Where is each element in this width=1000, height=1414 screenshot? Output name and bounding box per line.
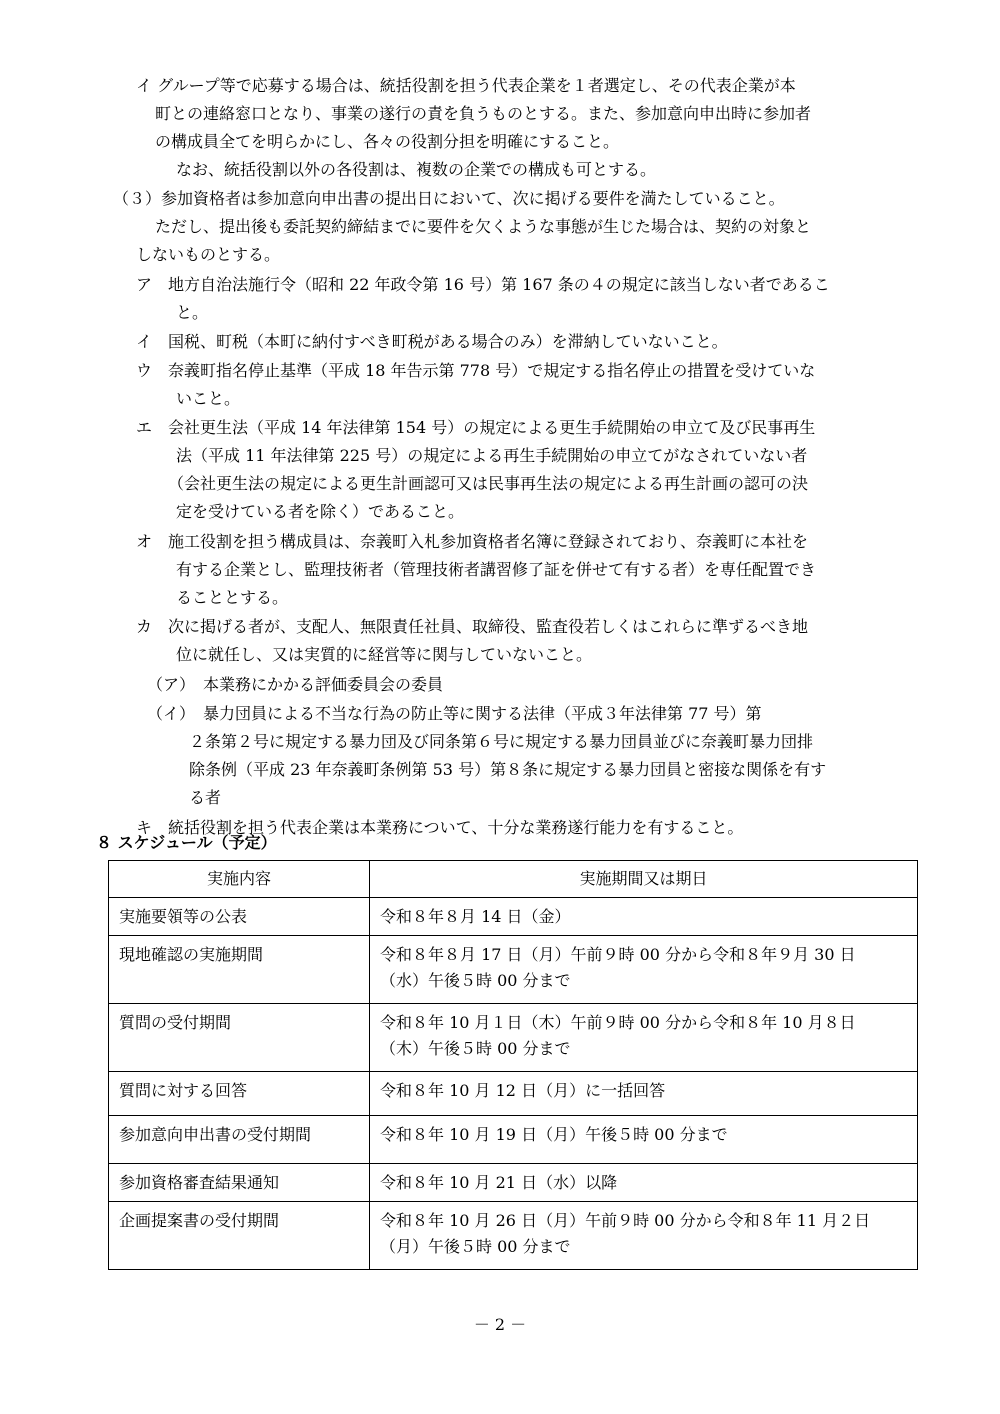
table-cell [370,1116,918,1164]
text-line: （イ） 暴力団員による不当な行為の防止等に関する法律（平成３年法律第 77 号）第 [147,704,762,723]
text-line: ２条第２号に規定する暴力団及び同条第６号に規定する暴力団員並びに奈義町暴力団排 [189,732,814,751]
text-line: ただし、提出後も委託契約締結までに要件を欠くような事態が生じた場合は、契約の対象と [155,217,812,236]
text-line: 有する企業とし、監理技術者（管理技術者講習修了証を併せて有する者）を専任配置でき [176,560,817,579]
text-line: イ グループ等で応募する場合は、統括役割を担う代表企業を１者選定し、その代表企業が本 [136,76,796,95]
text-line: エ 会社更生法（平成 14 年法律第 154 号）の規定による更生手続開始の申立て及び民事再生 [136,418,816,437]
text-line: オ 施工役割を担う構成員は、奈義町入札参加資格者名簿に登録されており、奈義町に本社を [136,532,809,551]
table-cell: 質問に対する回答 [109,1072,370,1116]
text-line: ることとする。 [176,588,289,607]
text-line: ウ 奈義町指名停止基準（平成 18 年告示第 778 号）で規定する指名停止の措置を受けていな [136,361,816,380]
table-cell: 参加資格審査結果通知 [109,1164,370,1202]
table-row [109,1004,918,1072]
table-cell [370,936,918,1004]
text-line: （会社更生法の規定による更生計画認可又は民事再生法の規定による再生計画の認可の決 [168,474,809,493]
text-line: る者 [189,788,222,807]
table-row [109,1116,918,1164]
table-row [109,898,918,936]
table-cell [370,1004,918,1072]
schedule-table [108,860,918,1270]
cell-line: 令和８年 10 月 26 日（月）午前９時 00 分から令和８年 11 月２日 [380,1211,871,1230]
cell-line: （月）午後５時 00 分まで [380,1237,571,1256]
column-header: 実施内容 [109,861,370,898]
table-header-row [109,861,918,898]
table-cell: 参加意向申出書の受付期間 [109,1116,370,1164]
text-line: カ 次に掲げる者が、支配人、無限責任社員、取締役、監査役若しくはこれらに準ずるべき地 [136,617,809,636]
page-number: － 2 － [473,1315,527,1334]
text-line: 法（平成 11 年法律第 225 号）の規定による再生手続開始の申立てがなされていない者 [176,446,808,465]
cell-line: 令和８年 10 月 21 日（水）以降 [380,1173,618,1192]
text-line: 定を受けている者を除く）であること。 [176,502,465,521]
column-header: 実施期間又は期日 [370,861,918,898]
table-cell [370,1202,918,1270]
text-line: しないものとする。 [136,245,281,264]
text-line: キ 統括役割を担う代表企業は本業務について、十分な業務遂行能力を有すること。 [136,818,744,837]
text-line: （３）参加資格者は参加意向申出書の提出日において、次に掲げる要件を満たしていること。 [113,189,785,208]
cell-line: （木）午後５時 00 分まで [380,1039,571,1058]
cell-line: 令和８年 10 月 12 日（月）に一括回答 [380,1081,666,1100]
text-line: イ 国税、町税（本町に納付すべき町税がある場合のみ）を滞納していないこと。 [136,332,728,351]
text-line: 除条例（平成 23 年奈義町条例第 53 号）第８条に規定する暴力団員と密接な関係を有す [189,760,827,779]
table-cell: 質問の受付期間 [109,1004,370,1072]
cell-line: （水）午後５時 00 分まで [380,971,571,990]
text-line: の構成員全てを明らかにし、各々の役割分担を明確にすること。 [155,132,620,151]
cell-line: 令和８年 10 月１日（木）午前９時 00 分から令和８年 10 月８日 [380,1013,856,1032]
table-cell [370,898,918,936]
text-line: と。 [176,303,209,322]
table-cell: 実施要領等の公表 [109,898,370,936]
text-line: （ア） 本業務にかかる評価委員会の委員 [147,675,444,694]
text-line: 町との連絡窓口となり、事業の遂行の責を負うものとする。また、参加意向申出時に参加者 [155,104,812,123]
table-cell: 現地確認の実施期間 [109,936,370,1004]
table-cell [370,1072,918,1116]
cell-line: 令和８年８月 17 日（月）午前９時 00 分から令和８年９月 30 日 [380,945,856,964]
table-row [109,1164,918,1202]
section-heading: ８ スケジュール（予定） [96,833,277,852]
table-row [109,1202,918,1270]
text-line: なお、統括役割以外の各役割は、複数の企業での構成も可とする。 [176,160,657,179]
table-row [109,1072,918,1116]
cell-line: 令和８年８月 14 日（金） [380,907,571,926]
text-line: ア 地方自治法施行令（昭和 22 年政令第 16 号）第 167 条の４の規定に該当しない者であるこ [136,275,830,294]
text-line: 位に就任し、又は実質的に経営等に関与していないこと。 [176,645,593,664]
table-cell: 企画提案書の受付期間 [109,1202,370,1270]
cell-line: 令和８年 10 月 19 日（月）午後５時 00 分まで [380,1125,728,1144]
table-cell [370,1164,918,1202]
text-line: いこと。 [176,389,241,408]
table-row [109,936,918,1004]
